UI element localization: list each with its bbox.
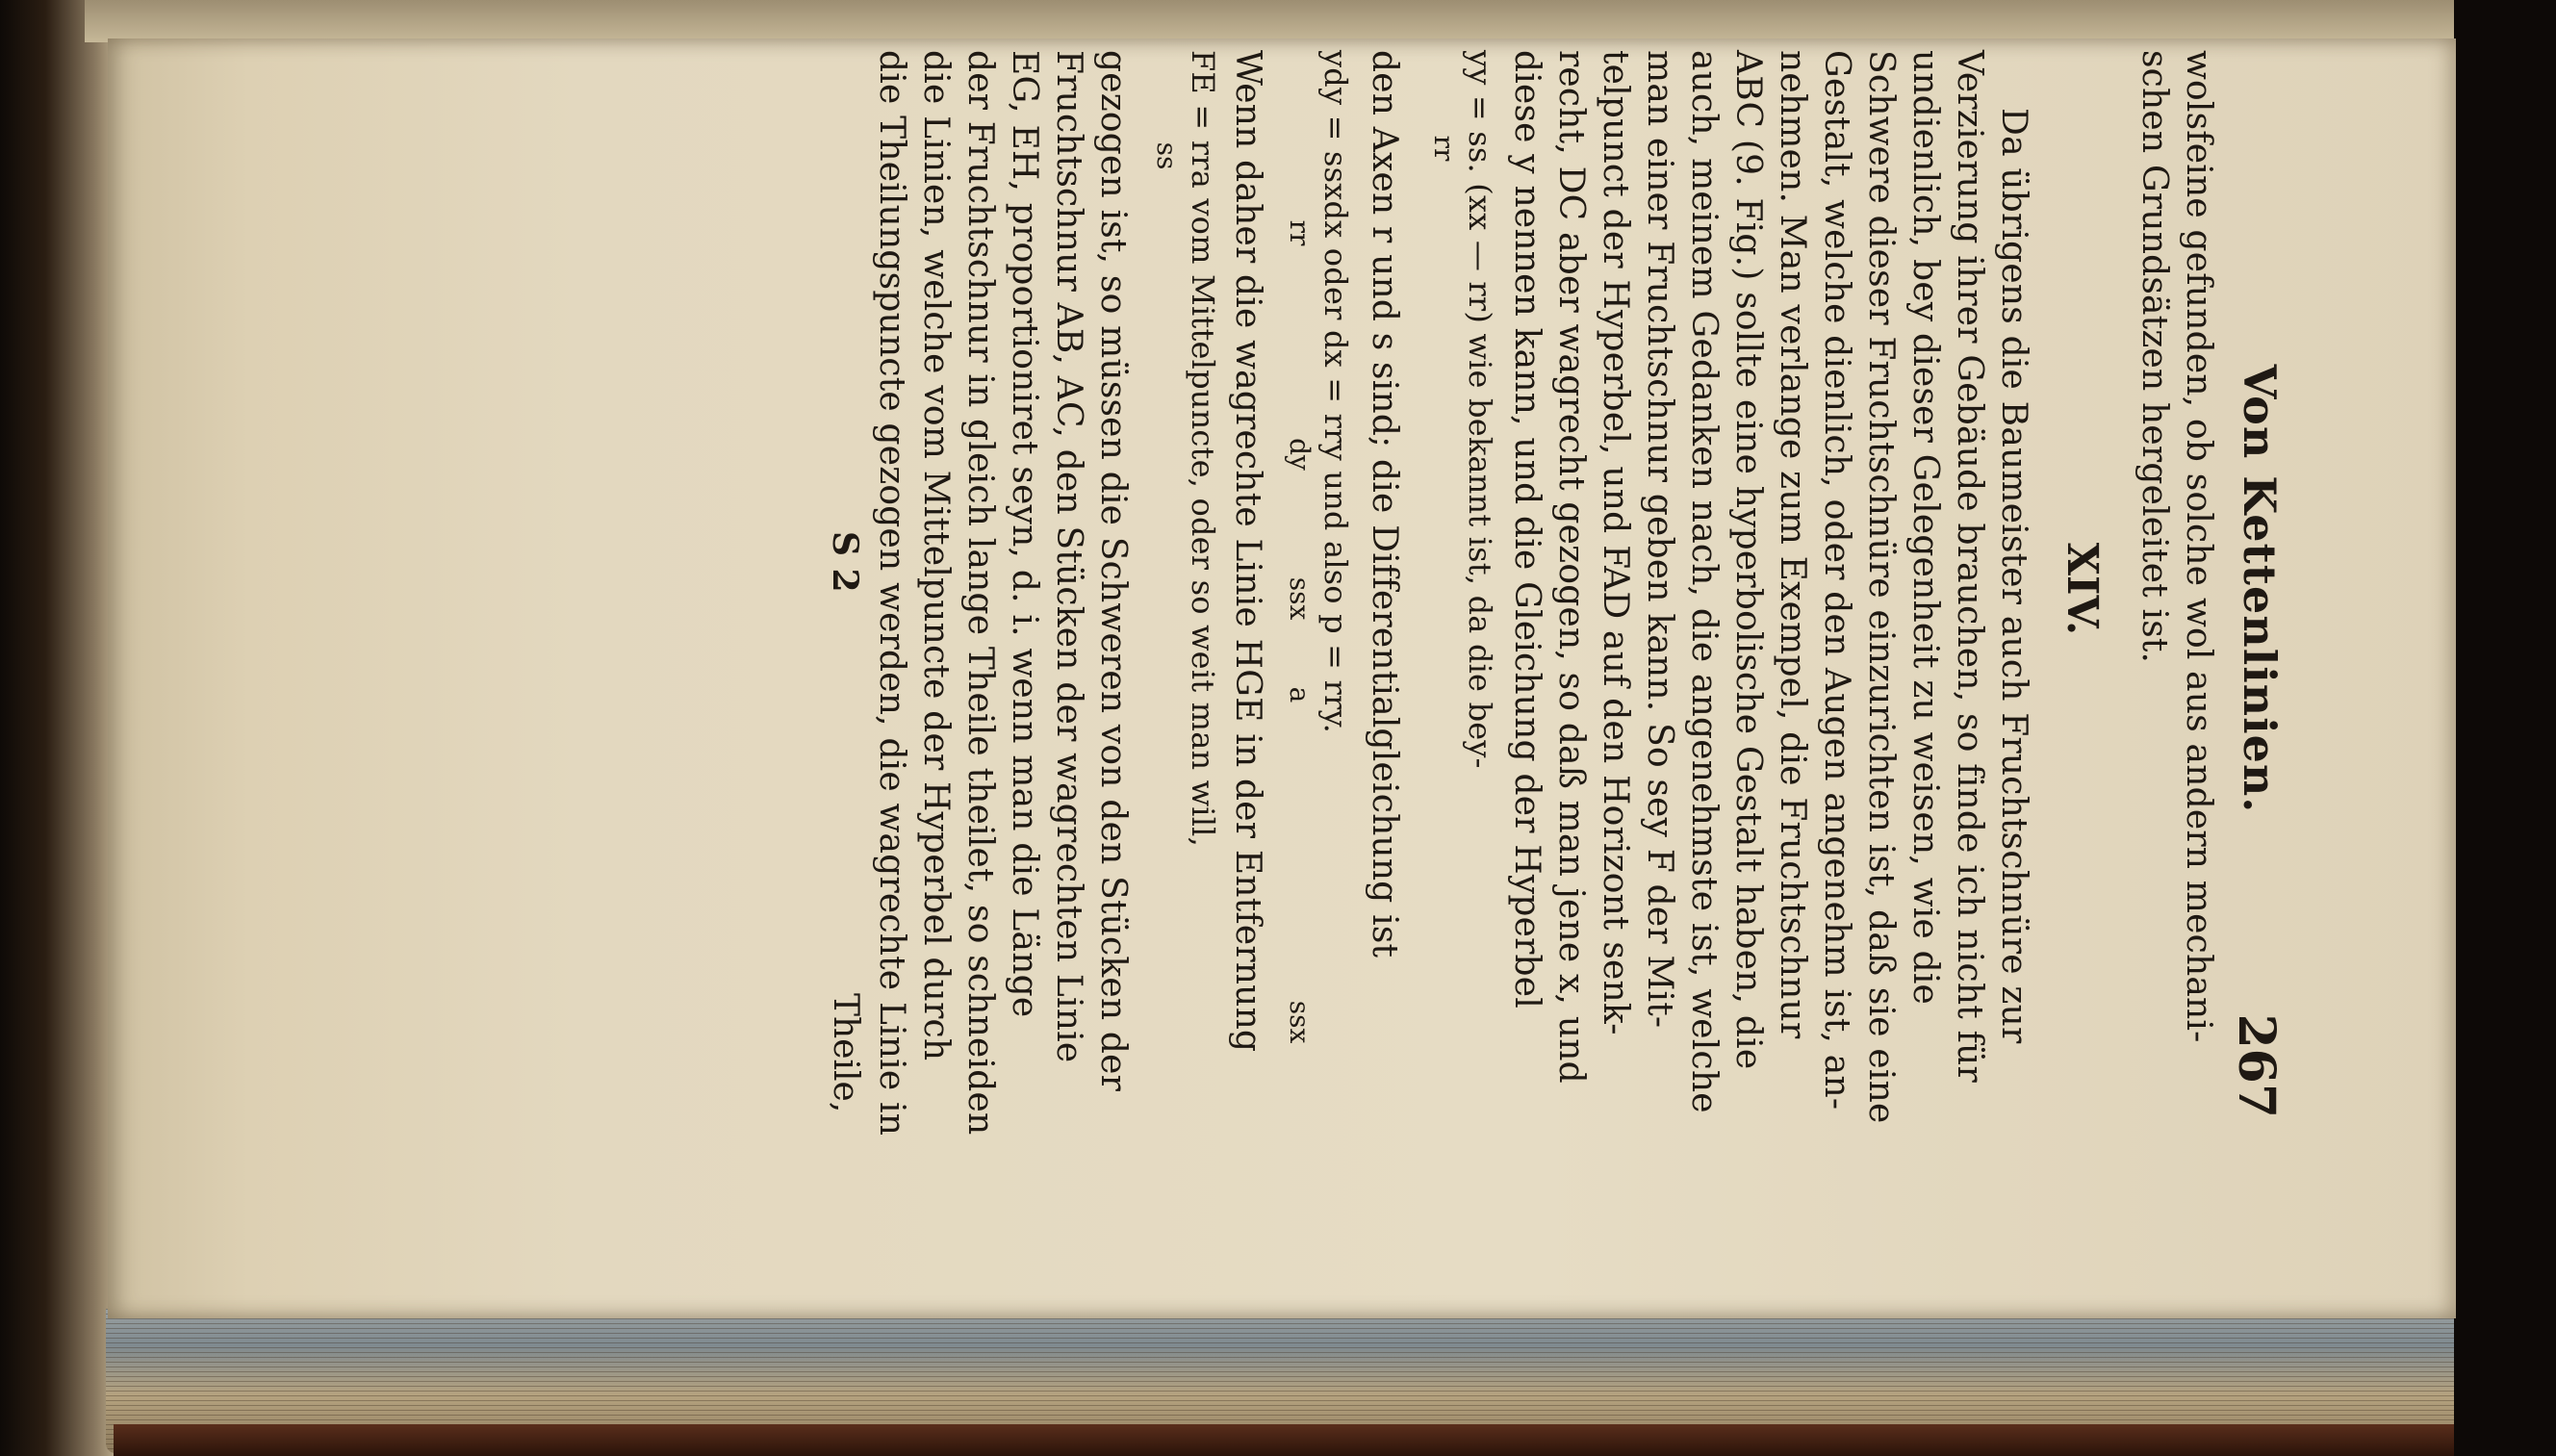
text-line: Gestalt, welche dienlich, oder den Augen angenehm ist, an- (1817, 50, 1856, 1111)
fraction-denominator: ss (1151, 141, 1183, 170)
text-line: Verzierung ihrer Gebäude brauchen, so finde ich nicht für (1950, 50, 1989, 1083)
fraction-denominator: ssx (1284, 1000, 1316, 1044)
text-line-formula: yy = ss. (xx — rr) wie bekannt ist, da die bey- (1462, 50, 1498, 769)
fraction-numerator: dy (1284, 438, 1316, 471)
text-line: ABC (9. Fig.) sollte eine hyperbolische Gestalt haben, die (1728, 50, 1768, 1070)
text-line: wolsfeine gefunden, ob solche wol aus andern mechani- (2179, 50, 2218, 1043)
fraction-denominator: rr (1284, 219, 1316, 246)
text-line: Schwere dieser Fruchtschnüre einzurichten ist, daß sie eine (1861, 50, 1901, 1124)
text-line: Wenn daher die wagrechte Linie HGE in der Entfernung (1228, 50, 1267, 1053)
page-number: 267 (2227, 1013, 2286, 1118)
text-line: man einer Fruchtschnur geben kann. So sey F der Mit- (1640, 50, 1679, 1029)
text-line: telpunct der Hyperbel, und FAD auf den Horizont senk- (1596, 50, 1635, 1035)
text-line-formula: FE = rra vom Mittelpuncte, oder so weit man will, (1185, 50, 1221, 847)
text-line: diese y nennen kann, und die Gleichung der Hyperbel (1507, 50, 1546, 1009)
text-line-formula: ydy = ssxdx oder dx = rry und also p = rry. (1317, 50, 1354, 733)
right-dark-background (2454, 0, 2556, 1456)
section-number: XIV. (2058, 542, 2107, 636)
leather-cover-edge (114, 1424, 2500, 1456)
text-line: die Linien, welche vom Mittelpuncte der Hyperbel durch (916, 50, 956, 1061)
text-line: der Fruchtschnur in gleich lange Theile theilet, so schneiden (960, 50, 1000, 1136)
text-line: die Theilungspuncte gezogen werden, die wagrechte Linie in (872, 50, 911, 1137)
text-line: EG, EH, proportioniret seyn, d. i. wenn man die Länge (1005, 50, 1044, 1018)
book-spine-shadow (0, 0, 114, 1456)
text-line: Fruchtschnur AB, AC, den Stücken der wagrechten Linie (1049, 50, 1088, 1063)
fraction-denominator: rr (1428, 135, 1460, 162)
text-line: den Axen r und s sind; die Differentialgleichung ist (1365, 50, 1404, 958)
fraction-denominator: ssx (1284, 576, 1316, 621)
previous-page-edge (85, 0, 2548, 42)
text-line: Da übrigens die Baumeister auch Fruchtschnüre zur (1994, 108, 2033, 1044)
running-head (2218, 50, 2286, 1128)
text-line: gezogen ist, so müssen die Schweren von den Stücken der (1093, 50, 1133, 1092)
signature-mark: S 2 (825, 531, 865, 593)
text-line: undienlich, bey dieser Gelegenheit zu weisen, wie die (1905, 50, 1945, 1006)
text-line: recht, DC aber wagrecht gezogen, so daß man jene x, und (1551, 50, 1591, 1084)
text-line: schen Grundsätzen hergeleitet ist. (2134, 50, 2174, 664)
fraction-denominator: a (1284, 686, 1316, 703)
text-line: auch, meinem Gedanken nach, die angenehmste ist, welche (1684, 50, 1724, 1113)
text-line: nehmen. Man verlange zum Exempel, die Fruchtschnur (1773, 50, 1812, 1039)
catchword: Theile, (826, 993, 865, 1113)
running-title: Von Kettenlinien. (2234, 364, 2286, 814)
rotated-text-block (515, 50, 2286, 1137)
